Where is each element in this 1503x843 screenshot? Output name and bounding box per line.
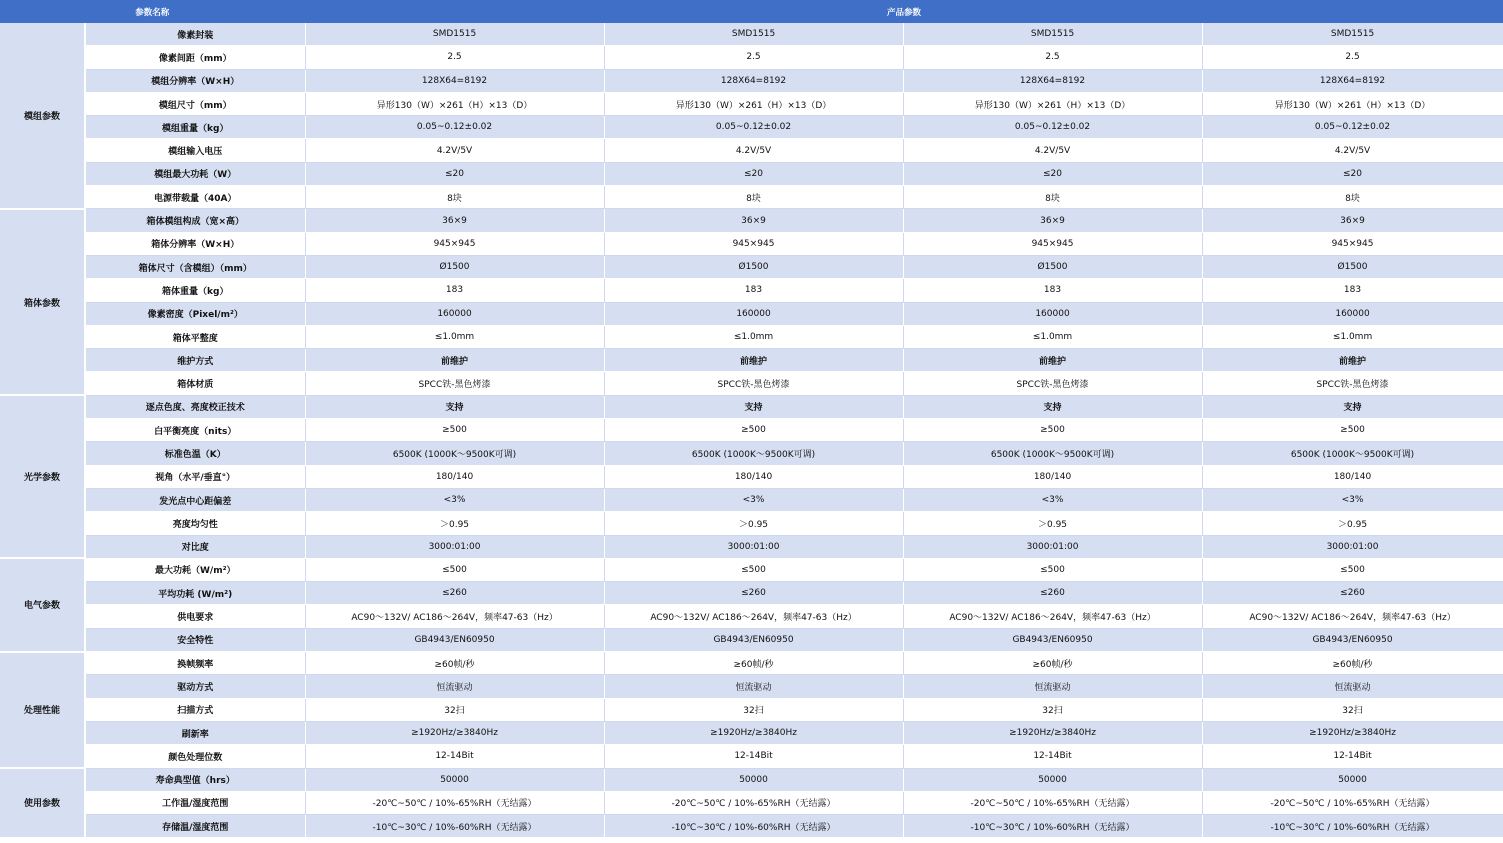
table-row — [0, 442, 1503, 465]
table-row — [0, 791, 1503, 814]
product-value-cell: 8块 — [903, 186, 1202, 209]
table-row — [0, 46, 1503, 69]
table-row — [0, 488, 1503, 511]
product-value-cell: SMD1515 — [903, 23, 1202, 46]
product-value-cell: ≥1920Hz/≥3840Hz — [903, 721, 1202, 744]
product-value-cell: ≤260 — [1202, 582, 1503, 605]
table-row — [0, 279, 1503, 302]
product-value-cell: ≤20 — [305, 162, 604, 185]
param-label: 箱体分辨率（W×H） — [85, 232, 305, 255]
product-value-cell: 183 — [1202, 279, 1503, 302]
param-label: 供电要求 — [85, 605, 305, 628]
product-value-cell: 32扫 — [1202, 698, 1503, 721]
product-value-cell: 128X64=8192 — [305, 69, 604, 92]
product-value-cell: 32扫 — [903, 698, 1202, 721]
product-value-cell: 异形130（W）×261（H）×13（D） — [1202, 92, 1503, 115]
product-value-cell: -10℃~30℃ / 10%-60%RH（无结露） — [604, 815, 903, 838]
product-value-cell: SMD1515 — [1202, 23, 1503, 46]
group-label: 模组参数 — [0, 23, 85, 209]
product-value-cell: 4.2V/5V — [1202, 139, 1503, 162]
product-value-cell: 2.5 — [1202, 46, 1503, 69]
param-label: 箱体尺寸（含模组）（mm） — [85, 255, 305, 278]
product-value-cell: 2.5 — [305, 46, 604, 69]
table-row — [0, 512, 1503, 535]
param-label: 箱体模组构成（宽×高） — [85, 209, 305, 232]
product-value-cell: ≤500 — [1202, 558, 1503, 581]
product-value-cell: 183 — [903, 279, 1202, 302]
table-row — [0, 768, 1503, 791]
product-value-cell: 50000 — [1202, 768, 1503, 791]
product-value-cell: 3000:01:00 — [1202, 535, 1503, 558]
product-value-cell: 50000 — [305, 768, 604, 791]
product-value-cell: 0.05~0.12±0.02 — [903, 116, 1202, 139]
table-row — [0, 652, 1503, 675]
product-value-cell: -20℃~50℃ / 10%-65%RH（无结露） — [1202, 791, 1503, 814]
product-value-cell: 180/140 — [604, 465, 903, 488]
product-value-cell: ≥60帧/秒 — [1202, 652, 1503, 675]
product-value-cell: SMD1515 — [604, 23, 903, 46]
product-value-cell: ≤500 — [903, 558, 1202, 581]
table-row — [0, 139, 1503, 162]
product-value-cell: 前维护 — [1202, 349, 1503, 372]
product-value-cell: 32扫 — [604, 698, 903, 721]
table-row — [0, 582, 1503, 605]
product-value-cell: 3000:01:00 — [604, 535, 903, 558]
param-label: 换帧频率 — [85, 652, 305, 675]
product-value-cell: 4.2V/5V — [604, 139, 903, 162]
product-value-cell: ≤500 — [604, 558, 903, 581]
param-label: 模组尺寸（mm） — [85, 92, 305, 115]
product-value-cell: ≤1.0mm — [604, 325, 903, 348]
table-row — [0, 465, 1503, 488]
table-row — [0, 721, 1503, 744]
product-value-cell: ＞0.95 — [903, 512, 1202, 535]
product-value-cell: 180/140 — [1202, 465, 1503, 488]
table-row — [0, 162, 1503, 185]
param-label: 模组分辨率（W×H） — [85, 69, 305, 92]
param-label: 寿命典型值（hrs） — [85, 768, 305, 791]
product-value-cell: 2.5 — [604, 46, 903, 69]
table-row — [0, 558, 1503, 581]
param-label: 亮度均匀性 — [85, 512, 305, 535]
product-value-cell: 0.05~0.12±0.02 — [604, 116, 903, 139]
product-value-cell: 8块 — [305, 186, 604, 209]
product-value-cell: 3000:01:00 — [305, 535, 604, 558]
product-value-cell: 恒流驱动 — [305, 675, 604, 698]
product-value-cell: -10℃~30℃ / 10%-60%RH（无结露） — [305, 815, 604, 838]
table-row — [0, 232, 1503, 255]
product-value-cell: Ø1500 — [305, 255, 604, 278]
product-value-cell: <3% — [604, 488, 903, 511]
product-value-cell: -10℃~30℃ / 10%-60%RH（无结露） — [1202, 815, 1503, 838]
product-value-cell: 36×9 — [903, 209, 1202, 232]
table-row — [0, 255, 1503, 278]
product-value-cell: 支持 — [604, 395, 903, 418]
product-value-cell: ＞0.95 — [604, 512, 903, 535]
product-value-cell: 前维护 — [903, 349, 1202, 372]
table-row — [0, 349, 1503, 372]
param-label: 模组输入电压 — [85, 139, 305, 162]
product-value-cell: ≥500 — [305, 419, 604, 442]
product-value-cell: 180/140 — [903, 465, 1202, 488]
product-value-cell: 8块 — [604, 186, 903, 209]
product-value-cell: 160000 — [604, 302, 903, 325]
product-value-cell: 4.2V/5V — [903, 139, 1202, 162]
product-value-cell: SPCC铁-黑色烤漆 — [604, 372, 903, 395]
product-params-header: 产品参数 — [305, 0, 1503, 23]
product-value-cell: 异形130（W）×261（H）×13（D） — [903, 92, 1202, 115]
product-value-cell: GB4943/EN60950 — [1202, 628, 1503, 651]
product-value-cell: 支持 — [903, 395, 1202, 418]
product-value-cell: 6500K (1000K～9500K可调) — [1202, 442, 1503, 465]
product-value-cell: ≤260 — [903, 582, 1202, 605]
product-value-cell: AC90～132V/ AC186～264V，频率47-63（Hz） — [604, 605, 903, 628]
product-value-cell: -20℃~50℃ / 10%-65%RH（无结露） — [903, 791, 1202, 814]
product-value-cell: 3000:01:00 — [903, 535, 1202, 558]
table-row — [0, 628, 1503, 651]
product-value-cell: 0.05~0.12±0.02 — [1202, 116, 1503, 139]
product-value-cell: 8块 — [1202, 186, 1503, 209]
param-label: 安全特性 — [85, 628, 305, 651]
product-value-cell: 160000 — [305, 302, 604, 325]
product-value-cell: -10℃~30℃ / 10%-60%RH（无结露） — [903, 815, 1202, 838]
table-row — [0, 535, 1503, 558]
table-row — [0, 209, 1503, 232]
product-value-cell: 160000 — [1202, 302, 1503, 325]
table-row — [0, 69, 1503, 92]
product-value-cell: 恒流驱动 — [903, 675, 1202, 698]
param-label: 模组最大功耗（W） — [85, 162, 305, 185]
product-value-cell: 12-14Bit — [1202, 745, 1503, 768]
product-value-cell: 恒流驱动 — [1202, 675, 1503, 698]
param-label: 对比度 — [85, 535, 305, 558]
product-value-cell: 异形130（W）×261（H）×13（D） — [604, 92, 903, 115]
product-value-cell: 36×9 — [305, 209, 604, 232]
group-label: 光学参数 — [0, 395, 85, 558]
param-label: 颜色处理位数 — [85, 745, 305, 768]
product-value-cell: ≤1.0mm — [305, 325, 604, 348]
param-label: 逐点色度、亮度校正技术 — [85, 395, 305, 418]
product-value-cell: 50000 — [903, 768, 1202, 791]
table-row — [0, 745, 1503, 768]
product-value-cell: ≤260 — [604, 582, 903, 605]
product-value-cell: ≤1.0mm — [1202, 325, 1503, 348]
param-label: 像素密度（Pixel/m²） — [85, 302, 305, 325]
product-value-cell: ≤260 — [305, 582, 604, 605]
product-value-cell: ＞0.95 — [1202, 512, 1503, 535]
product-value-cell: 50000 — [604, 768, 903, 791]
product-value-cell: 6500K (1000K～9500K可调) — [604, 442, 903, 465]
product-value-cell: 前维护 — [604, 349, 903, 372]
table-row — [0, 605, 1503, 628]
product-value-cell: ≥1920Hz/≥3840Hz — [604, 721, 903, 744]
table-row — [0, 92, 1503, 115]
param-label: 驱动方式 — [85, 675, 305, 698]
product-value-cell: SMD1515 — [305, 23, 604, 46]
param-label: 电源带载量（40A） — [85, 186, 305, 209]
product-value-cell: ≥500 — [1202, 419, 1503, 442]
product-value-cell: 945×945 — [903, 232, 1202, 255]
product-value-cell: Ø1500 — [1202, 255, 1503, 278]
product-value-cell: ≥1920Hz/≥3840Hz — [305, 721, 604, 744]
product-value-cell: 36×9 — [604, 209, 903, 232]
table-body — [0, 23, 1503, 838]
product-value-cell: 183 — [305, 279, 604, 302]
product-value-cell: 945×945 — [604, 232, 903, 255]
param-label: 存储温/湿度范围 — [85, 815, 305, 838]
product-value-cell: ≥1920Hz/≥3840Hz — [1202, 721, 1503, 744]
param-label: 箱体平整度 — [85, 325, 305, 348]
product-value-cell: 945×945 — [1202, 232, 1503, 255]
product-value-cell: SPCC铁-黑色烤漆 — [305, 372, 604, 395]
group-label: 电气参数 — [0, 558, 85, 651]
product-value-cell: 36×9 — [1202, 209, 1503, 232]
product-value-cell: GB4943/EN60950 — [305, 628, 604, 651]
param-label: 工作温/湿度范围 — [85, 791, 305, 814]
param-label: 刷新率 — [85, 721, 305, 744]
product-value-cell: 恒流驱动 — [604, 675, 903, 698]
param-label: 白平衡亮度（nits） — [85, 419, 305, 442]
product-value-cell: AC90～132V/ AC186～264V，频率47-63（Hz） — [903, 605, 1202, 628]
product-value-cell: ≥60帧/秒 — [604, 652, 903, 675]
product-value-cell: 6500K (1000K～9500K可调) — [903, 442, 1202, 465]
product-value-cell: SPCC铁-黑色烤漆 — [903, 372, 1202, 395]
product-value-cell: ≤20 — [903, 162, 1202, 185]
product-value-cell: ≤20 — [604, 162, 903, 185]
param-label: 视角（水平/垂直°） — [85, 465, 305, 488]
table-row — [0, 186, 1503, 209]
product-value-cell: ≥500 — [903, 419, 1202, 442]
param-label: 像素封装 — [85, 23, 305, 46]
product-value-cell: AC90～132V/ AC186～264V，频率47-63（Hz） — [1202, 605, 1503, 628]
param-label: 维护方式 — [85, 349, 305, 372]
product-value-cell: Ø1500 — [604, 255, 903, 278]
product-value-cell: ≤500 — [305, 558, 604, 581]
product-value-cell: GB4943/EN60950 — [604, 628, 903, 651]
param-label: 箱体重量（kg） — [85, 279, 305, 302]
table-row — [0, 302, 1503, 325]
table-row — [0, 675, 1503, 698]
product-value-cell: <3% — [1202, 488, 1503, 511]
product-value-cell: 异形130（W）×261（H）×13（D） — [305, 92, 604, 115]
product-value-cell: 128X64=8192 — [604, 69, 903, 92]
product-value-cell: 支持 — [1202, 395, 1503, 418]
table-row — [0, 116, 1503, 139]
param-label: 最大功耗（W/m²） — [85, 558, 305, 581]
product-value-cell: ≤20 — [1202, 162, 1503, 185]
product-value-cell: 183 — [604, 279, 903, 302]
param-label: 扫描方式 — [85, 698, 305, 721]
param-label: 平均功耗 (W/m²) — [85, 582, 305, 605]
product-value-cell: GB4943/EN60950 — [903, 628, 1202, 651]
product-value-cell: 前维护 — [305, 349, 604, 372]
product-value-cell: 6500K (1000K～9500K可调) — [305, 442, 604, 465]
param-label: 发光点中心距偏差 — [85, 488, 305, 511]
product-value-cell: AC90～132V/ AC186～264V，频率47-63（Hz） — [305, 605, 604, 628]
product-value-cell: -20℃~50℃ / 10%-65%RH（无结露） — [305, 791, 604, 814]
product-value-cell: ≥500 — [604, 419, 903, 442]
table-row — [0, 698, 1503, 721]
product-value-cell: 12-14Bit — [305, 745, 604, 768]
product-value-cell: 32扫 — [305, 698, 604, 721]
param-label: 模组重量（kg） — [85, 116, 305, 139]
group-label: 箱体参数 — [0, 209, 85, 395]
product-value-cell: 4.2V/5V — [305, 139, 604, 162]
table-row — [0, 23, 1503, 46]
product-value-cell: 2.5 — [903, 46, 1202, 69]
product-value-cell: -20℃~50℃ / 10%-65%RH（无结露） — [604, 791, 903, 814]
product-value-cell: 支持 — [305, 395, 604, 418]
product-value-cell: 180/140 — [305, 465, 604, 488]
table-row — [0, 325, 1503, 348]
product-value-cell: 160000 — [903, 302, 1202, 325]
product-value-cell: ≥60帧/秒 — [903, 652, 1202, 675]
product-value-cell: 945×945 — [305, 232, 604, 255]
product-value-cell: 128X64=8192 — [903, 69, 1202, 92]
product-value-cell: 12-14Bit — [604, 745, 903, 768]
product-value-cell: SPCC铁-黑色烤漆 — [1202, 372, 1503, 395]
product-value-cell: ＞0.95 — [305, 512, 604, 535]
param-label: 像素间距（mm） — [85, 46, 305, 69]
table-row — [0, 815, 1503, 838]
table-row — [0, 419, 1503, 442]
table-row — [0, 395, 1503, 418]
product-value-cell: Ø1500 — [903, 255, 1202, 278]
product-value-cell: ≥60帧/秒 — [305, 652, 604, 675]
product-value-cell: 12-14Bit — [903, 745, 1202, 768]
product-value-cell: <3% — [305, 488, 604, 511]
table-header — [0, 0, 1503, 23]
product-value-cell: 128X64=8192 — [1202, 69, 1503, 92]
group-label: 使用参数 — [0, 768, 85, 838]
product-value-cell: <3% — [903, 488, 1202, 511]
group-label: 处理性能 — [0, 652, 85, 768]
table-row — [0, 372, 1503, 395]
product-value-cell: ≤1.0mm — [903, 325, 1202, 348]
product-value-cell: 0.05~0.12±0.02 — [305, 116, 604, 139]
param-label: 箱体材质 — [85, 372, 305, 395]
param-name-header: 参数名称 — [0, 0, 305, 23]
param-label: 标准色温（K） — [85, 442, 305, 465]
